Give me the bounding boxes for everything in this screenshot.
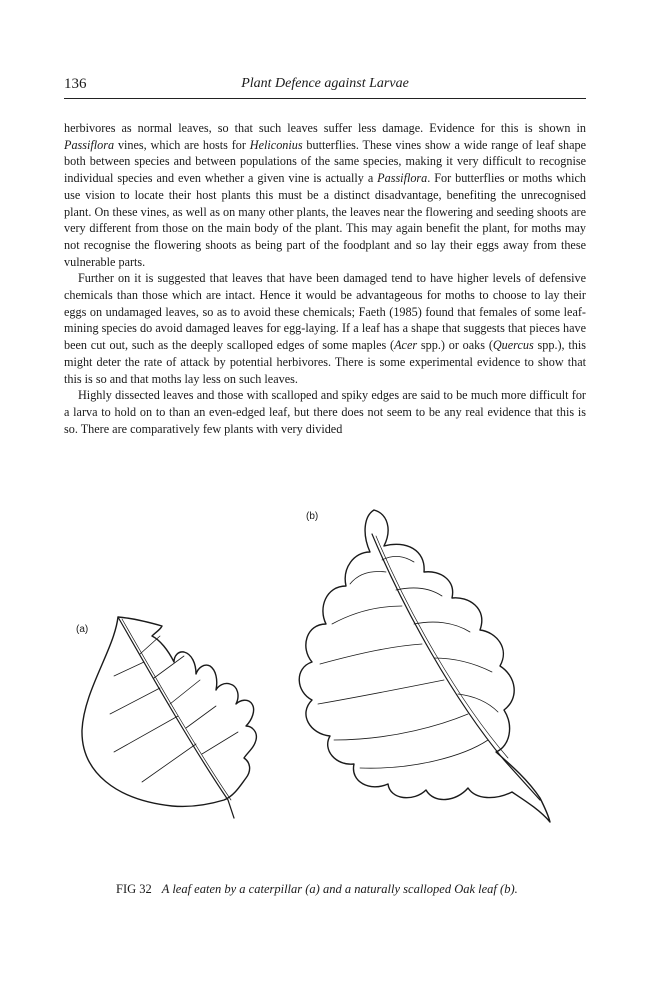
leaf-b-vein [334, 714, 468, 740]
text-segment: Further on it is suggested that leaves that have been damaged tend to have higher levels of defensive chemicals than those which are intact. Hence it would be advantageous for moths to choose to lay their eggs on undamaged leaves, so as to avoid these chemicals; Faeth (1985) found that females of some leaf-mining species do avoid damaged leaves for egg-laying. If a leaf has a shape that suggests that pieces have been cut out, such as the deeply scalloped edges of some maples ( [64, 271, 586, 353]
running-head-title: Plant Defence against Larvae [241, 76, 409, 91]
leaf-a-vein [202, 732, 238, 754]
text-segment: Highly dissected leaves and those with scalloped and spiky edges are said to be much more difficult for a larva to hold on to than an even-edged leaf, but there does not seem to be any real evidence that this is so. There are comparatively few plants with very divided [64, 388, 586, 436]
text-segment: spp.) or oaks ( [417, 338, 493, 353]
caption-text: A leaf eaten by a caterpillar (a) and a naturally scalloped Oak leaf (b). [161, 882, 518, 896]
leaf-a-vein [170, 680, 200, 704]
text-segment: herbivores as normal leaves, so that such leaves suffer less damage. Evidence for this is shown in [64, 121, 586, 135]
leaf-a-drawing [82, 617, 256, 818]
leaf-a-outline [82, 617, 256, 806]
leaf-b-vein [350, 572, 386, 585]
leaf-illustration [64, 500, 586, 840]
text-segment: vines, which are hosts for [114, 137, 250, 152]
leaf-b-vein [360, 740, 488, 768]
leaf-b-vein [332, 606, 402, 624]
leaf-a-vein [186, 706, 216, 728]
text-segment: . For butterflies or moths which use vision to locate their host plants this must be a distinct disadvantage, benefiting the unrecognised plant. On these vines, as well as on many other plants, the leaves near the flowering and seeding shoots are very different from those on the main body of the plant. This may again benefit the plant, for moths may not recognise the flowering shoots as being part of the foodplant and so lay their eggs away from these vulnerable parts. [64, 171, 586, 269]
figure-32 [64, 500, 586, 840]
body-text [64, 120, 586, 437]
paragraph [64, 120, 586, 270]
figure-label-a: (a) [76, 624, 89, 635]
page-number: 136 [64, 76, 87, 92]
italic-text-segment: Acer [394, 338, 418, 353]
paragraph [64, 270, 586, 387]
italic-text-segment: Passiflora [64, 137, 115, 152]
leaf-b-vein [414, 622, 470, 632]
leaf-b-vein [434, 658, 492, 672]
leaf-a-vein [154, 656, 184, 678]
text-segment: butterflies. These vines show a wide range of leaf shape both between species and between populations of the same species, making it very difficult to recognise individual species and even whether a given vine is actually a [64, 137, 586, 186]
italic-text-segment: Passiflora [377, 171, 428, 186]
leaf-a-vein [114, 662, 144, 676]
running-header [64, 76, 586, 99]
leaf-b-outline [299, 510, 550, 822]
leaf-a-vein [140, 636, 160, 654]
leaf-b-vein [458, 694, 498, 712]
figure-number: FIG 32 [116, 882, 152, 896]
leaf-a-vein [110, 688, 160, 714]
paragraph [64, 387, 586, 437]
leaf-a-vein [114, 716, 178, 752]
leaf-b-vein [320, 644, 422, 664]
leaf-b-vein [318, 680, 444, 704]
leaf-a-midrib-inner [122, 619, 231, 800]
leaf-a-vein [142, 744, 196, 782]
leaf-b-midrib [372, 534, 540, 800]
text-segment: spp.), this might deter the rate of attack by potential herbivores. There is some experimental evidence to show that this is so and that moths lay less on such leaves. [64, 338, 586, 386]
italic-text-segment: Heliconius [249, 137, 303, 152]
figure-caption [116, 882, 596, 897]
figure-label-b: (b) [306, 511, 319, 522]
italic-text-segment: Quercus [492, 338, 534, 353]
leaf-b-drawing [299, 510, 550, 822]
